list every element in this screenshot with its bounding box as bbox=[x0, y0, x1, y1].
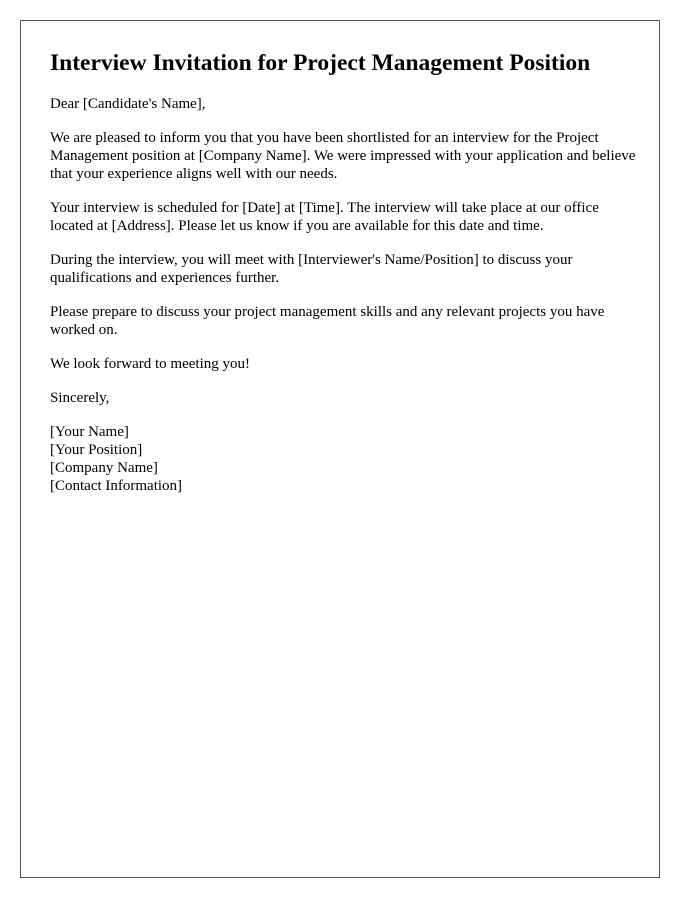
signature-name: [Your Name] bbox=[50, 424, 129, 440]
signature-position: [Your Position] bbox=[50, 442, 143, 458]
signature-contact: [Contact Information] bbox=[50, 478, 183, 494]
signature-company: [Company Name] bbox=[50, 460, 158, 476]
letter-paragraph-lookforward: We look forward to meeting you! bbox=[50, 356, 250, 372]
letter-paragraph-intro: We are pleased to inform you that you have been shortlisted for an interview for the Project Management position at [Company Name]. We were impressed with your application and believe that your experience aligns well with our needs. bbox=[50, 130, 636, 182]
signature-block bbox=[50, 423, 640, 495]
letter-paragraph-schedule: Your interview is scheduled for [Date] at [Time]. The interview will take place at our office located at [Address]. Please let us know if you are available for this date and time. bbox=[50, 200, 599, 234]
letter-page bbox=[20, 20, 660, 878]
letter-greeting: Dear [Candidate's Name], bbox=[50, 96, 206, 112]
letter-closing: Sincerely, bbox=[50, 390, 110, 406]
letter-paragraph-preparation: Please prepare to discuss your project management skills and any relevant projects you have worked on. bbox=[50, 304, 605, 338]
letter-title: Interview Invitation for Project Management Position bbox=[50, 50, 591, 76]
letter-content bbox=[50, 48, 640, 495]
letter-paragraph-interviewer: During the interview, you will meet with [Interviewer's Name/Position] to discuss your qualifications and experiences further. bbox=[50, 252, 573, 286]
